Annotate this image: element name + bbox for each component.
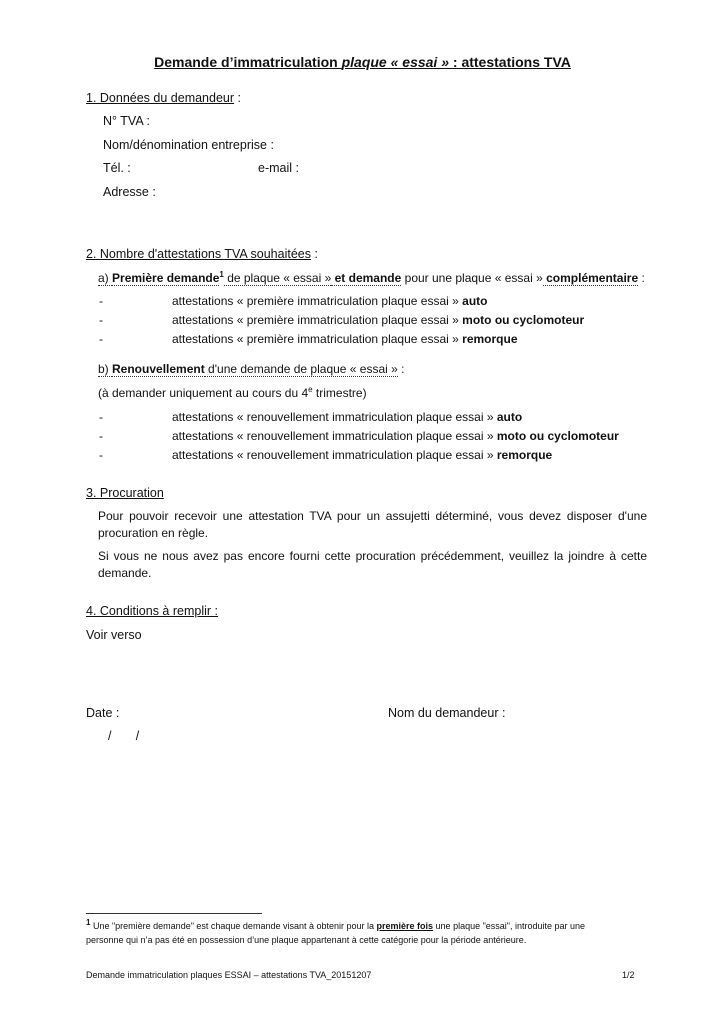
a-item-3-type: remorque (462, 332, 518, 346)
footnote-post: une plaque "essai", introduite par une (433, 921, 586, 931)
section2-colon: : (310, 247, 318, 261)
footnote-separator (86, 913, 262, 914)
a-item-1-dash: - (99, 294, 103, 308)
a-item-3-dash: - (99, 332, 103, 346)
a-item-2-dash: - (99, 313, 103, 327)
footnote-bold: première fois (376, 921, 434, 931)
a-prefix: a) (98, 271, 113, 285)
b-rest: d'une demande de plaque « essai » (204, 362, 398, 376)
a-item-3-text: attestations « première immatriculation plaque essai » (172, 332, 463, 346)
b-note-pre: (à demander uniquement au cours du 4 (98, 386, 309, 400)
b-prefix: b) (98, 362, 113, 376)
field-email: e-mail : (258, 161, 299, 175)
section4-heading: 4. Conditions à remplir : (86, 604, 219, 618)
footnote-ref: 1 (219, 270, 224, 279)
page-footer-left: Demande immatriculation plaques ESSAI – attestations TVA_20151207 (86, 970, 372, 980)
field-adresse: Adresse : (103, 185, 156, 199)
b-item-1-type: auto (496, 410, 523, 424)
a-et-demande: et demande (331, 271, 402, 285)
b-item-3-text: attestations « renouvellement immatriculation plaque essai » (172, 448, 497, 462)
section1-colon: : (234, 91, 241, 105)
date-slashes: / / (108, 729, 140, 743)
subsection-a-heading (98, 270, 645, 286)
section3-heading: 3. Procuration (86, 486, 164, 500)
b-item-2-type: moto ou cyclomoteur (496, 429, 619, 443)
page-number: 1/2 (622, 970, 635, 980)
voir-verso: Voir verso (86, 628, 142, 642)
nom-demandeur-label: Nom du demandeur : (388, 706, 506, 720)
b-item-2-text: attestations « renouvellement immatriculation plaque essai » (172, 429, 497, 443)
footnote-line-1 (86, 920, 585, 932)
subsection-b-heading (98, 361, 405, 377)
b-item-1-text: attestations « renouvellement immatriculation plaque essai » (172, 410, 497, 424)
section2-heading (86, 246, 318, 262)
a-mid2: pour une plaque « essai » (401, 271, 543, 285)
a-item-1-text: attestations « première immatriculation plaque essai » (172, 294, 463, 308)
b-item-2-dash: - (99, 429, 103, 443)
procuration-paragraph-1: Pour pouvoir recevoir une attestation TVA pour un assujetti déterminé, vous devez disposer d'une procuration en règle. (98, 509, 647, 540)
section2-heading-text: 2. Nombre d'attestations TVA souhaitées (86, 247, 311, 261)
footnote-line-2: personne qui n’a pas été en possession d’une plaque appartenant à cette catégorie pour la période antérieure. (86, 935, 527, 945)
field-nom-entreprise: Nom/dénomination entreprise : (103, 138, 274, 152)
field-tva: N° TVA : (103, 114, 150, 128)
a-item-1-type: auto (462, 294, 488, 308)
footnote-pre: Une "première demande" est chaque demande visant à obtenir pour la (90, 921, 377, 931)
b-item-3-dash: - (99, 448, 103, 462)
date-label: Date : (86, 706, 120, 720)
b-end: : (397, 362, 405, 376)
title-part1: Demande d’immatriculation (154, 54, 342, 70)
field-tel: Tél. : (103, 161, 131, 175)
b-note-sup: e (308, 385, 313, 394)
a-premiere-demande: Première demande (112, 271, 220, 285)
title-part2: plaque « essai » (341, 54, 449, 70)
a-item-2-type: moto ou cyclomoteur (462, 313, 585, 327)
procuration-paragraph-2: Si vous ne nous avez pas encore fourni cette procuration précédemment, veuillez la joindre à cette demande. (98, 549, 647, 580)
section1-heading (86, 90, 241, 106)
b-note (98, 385, 367, 401)
section1-heading-text: 1. Données du demandeur (86, 91, 235, 105)
b-item-1-dash: - (99, 410, 103, 424)
a-mid1: de plaque « essai » (223, 271, 332, 285)
b-renouvellement: Renouvellement (112, 362, 205, 376)
a-complementaire: complémentaire (542, 271, 639, 285)
a-end: : (638, 271, 645, 285)
title-part3: : attestations TVA (449, 54, 571, 70)
footnote-number: 1 (86, 918, 91, 927)
b-note-post: trimestre) (312, 386, 367, 400)
page-title (0, 54, 725, 70)
a-item-2-text: attestations « première immatriculation plaque essai » (172, 313, 463, 327)
b-item-3-type: remorque (496, 448, 553, 462)
